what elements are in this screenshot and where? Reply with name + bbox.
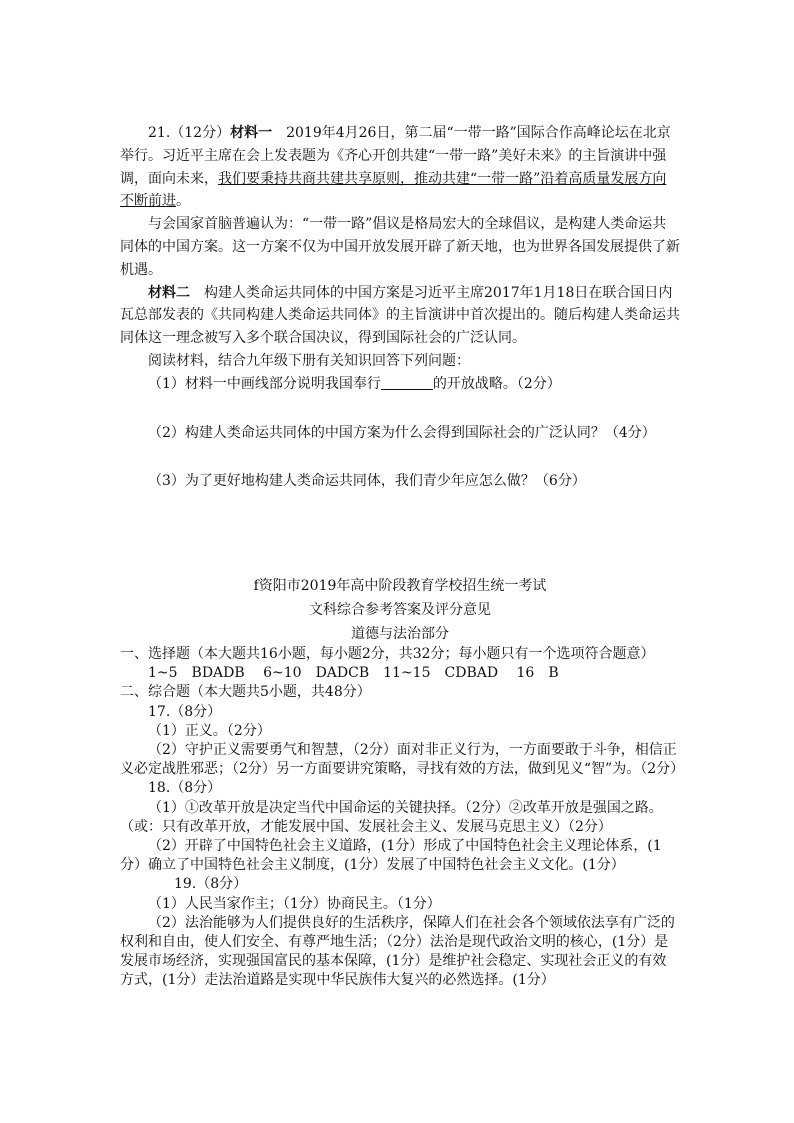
q18-answer-1: （1）①改革开放是决定当代中国命运的关键抉择。（2分）②改革开放是强国之路。（或：只有改革开放，才能发展中国、发展社会主义、发展马克思主义）（2分） <box>120 799 663 835</box>
answer-blank[interactable] <box>381 375 433 390</box>
q17-heading: 17.（8分） <box>148 703 222 720</box>
q19-heading: 19.（8分） <box>174 876 248 893</box>
question-number: 21.（12分） <box>148 125 231 141</box>
section-2-heading: 二、综合题（本大题共5小题，共48分） <box>120 684 371 701</box>
answer-subtitle: 文科综合参考答案及评分意见 <box>309 602 491 618</box>
answer-title: f资阳市2019年高中阶段教育学校招生统一考试 <box>253 578 547 594</box>
q19-answer-1: （1）人民当家作主；（1分）协商民主。（1分） <box>148 895 441 912</box>
material-2-label: 材料二 <box>148 284 190 301</box>
material-1-label: 材料一 <box>230 125 273 141</box>
q17-answer-1: （1）正义。（2分） <box>148 722 271 739</box>
question-21 <box>120 122 680 493</box>
q18-answer-2: （2）开辟了中国特色社会主义道路，(1分）形成了中国特色社会主义理论体系，(1分）确立了中国特色社会主义制度，(1分）发展了中国特色社会主义文化。(1分） <box>120 838 662 874</box>
sub-question-2: （2）构建人类命运共同体的中国方案为什么会得到国际社会的广泛认同？（4分） <box>148 424 656 441</box>
material-1-paragraph: 21.（12分）材料一 2019年4月26日，第二届“一带一路”国际合作高峰论坛在北京举行。习近平主席在会上发表题为《齐心开创共建“一带一路”美好未来》的主旨演讲中强调，面向未来，我们要秉持共商共建共享原则，推动共建“一带一路”沿着高质量发展方向不断前进。 <box>120 125 671 210</box>
instruction: 阅读材料，结合九年级下册有关知识回答下列问题： <box>148 352 470 369</box>
q18-heading: 18.（8分） <box>148 780 222 797</box>
underlined-passage: 我们要秉持共商共建共享原则，推动共建“一带一路”沿着高质量发展方向不断前进 <box>120 170 667 210</box>
answer-key <box>120 575 685 991</box>
material-1-paragraph-2: 与会国家首脑普遍认为：“一带一路”倡议是格局宏大的全球倡议，是构建人类命运共同体的中国方案。这一方案不仅为中国开放发展开辟了新天地，也为世界各国发展提供了新机遇。 <box>120 216 680 278</box>
sub-question-3: （3）为了更好地构建人类命运共同体，我们青少年应怎么做？（6分） <box>148 473 586 490</box>
section-1-heading: 一、选择题（本大题共16小题，每小题2分，共32分；每小题只有一个选项符合题意） <box>120 646 655 662</box>
q19-answer-2: （2）法治能够为人们提供良好的生活秩序，保障人们在社会各个领域依法享有广泛的权利和自由，使人们安全、有尊严地生活；（2分）法治是现代政治文明的核心，(1分）是发展市场经济，实现强国富民的基本保障，(1分）是维护社会稳定、实现社会正义的有效方式，(1分）走法治道路是实现中华民族伟大复兴的必然选择。(1分） <box>120 914 675 989</box>
material-2-paragraph: 材料二 构建人类命运共同体的中国方案是习近平主席2017年1月18日在联合国日内瓦总部发表的《共同构建人类命运共同体》的主旨演讲中首次提出的。随后构建人类命运共同体这一理念被写入多个联合国决议，得到国际社会的广泛认同。 <box>120 284 680 347</box>
sub-question-1: （1）材料一中画线部分说明我国奉行 的开放战略。（2分） <box>148 375 561 392</box>
answer-section-title: 道德与法治部分 <box>351 626 449 642</box>
choice-answers: 1~5 BDADB 6~10 DADCB 11~15 CDBAD 16 B <box>148 665 559 682</box>
q17-answer-2: （2）守护正义需要勇气和智慧，（2分）面对非正义行为，一方面要敢于斗争，相信正义必定战胜邪恶；（2分）另一方面要讲究策略，寻找有效的方法，做到见义“智”为。（2分） <box>120 742 685 778</box>
